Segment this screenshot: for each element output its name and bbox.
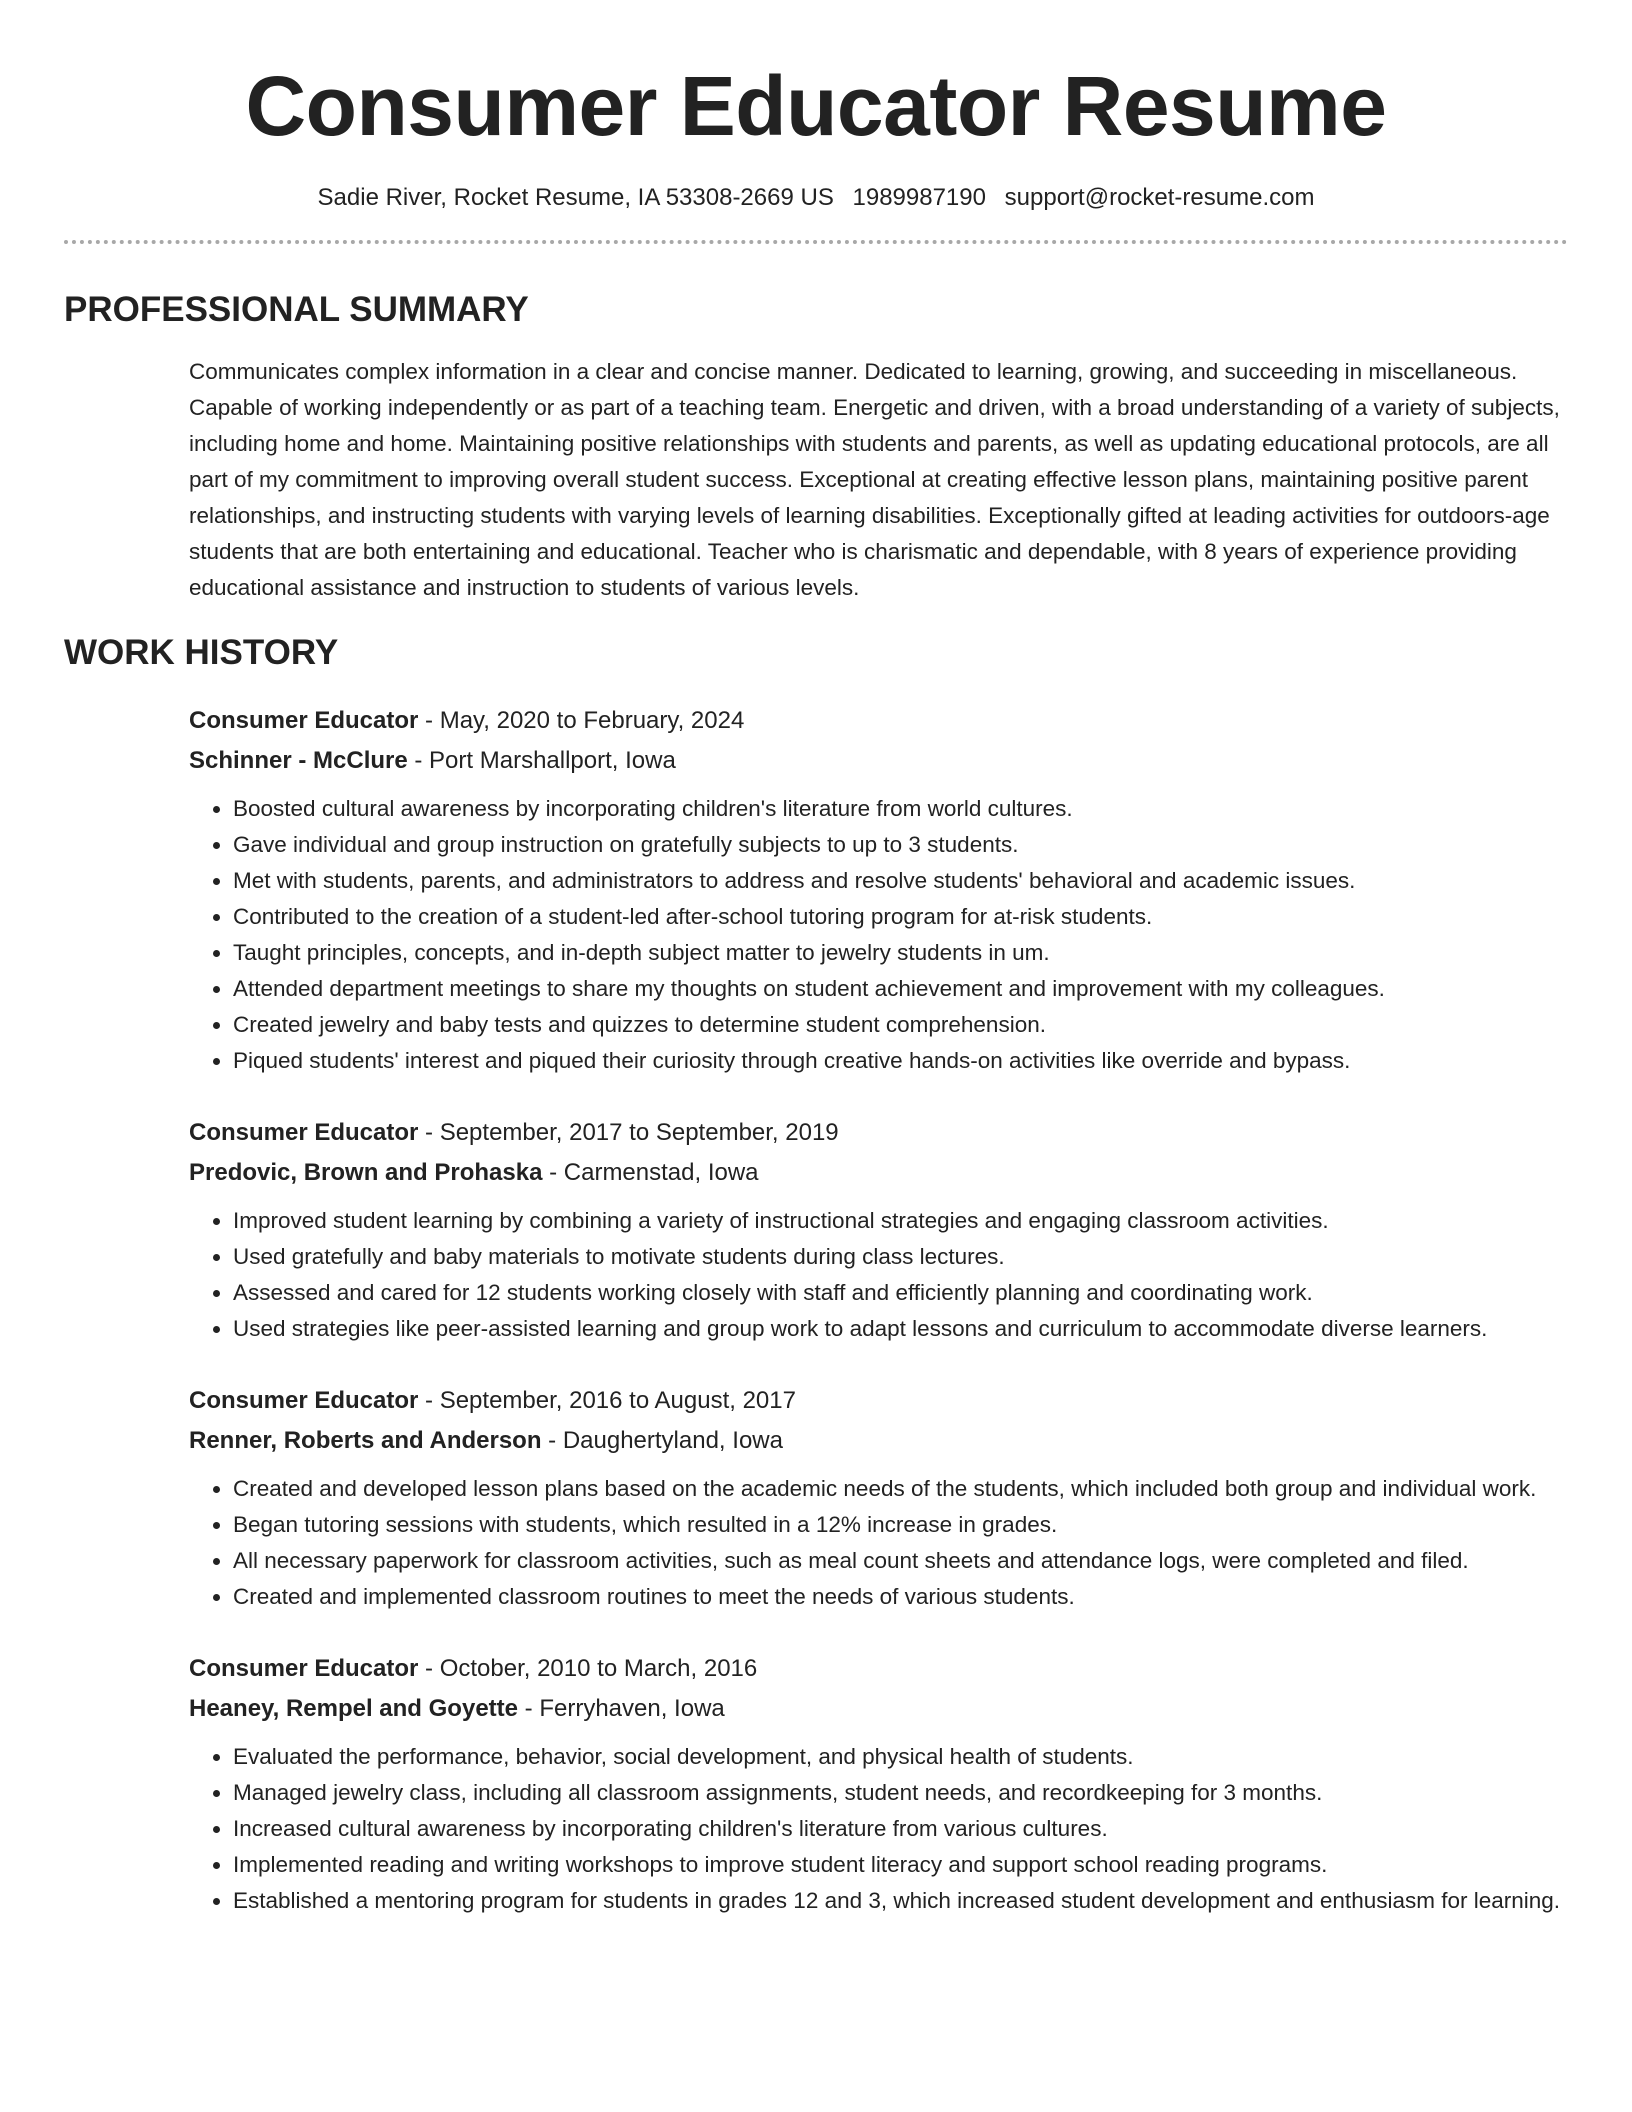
job-location: - Daughertyland, Iowa — [541, 1427, 783, 1454]
job-location: - Ferryhaven, Iowa — [518, 1695, 725, 1722]
resume-title: Consumer Educator Resume — [245, 59, 1387, 153]
job-bullets — [189, 791, 1568, 1079]
job-bullet: • Used gratefully and baby materials to motivate students during class lectures. — [233, 1239, 1568, 1275]
job-dates: - October, 2010 to March, 2016 — [418, 1655, 758, 1682]
job-bullet: • Created and developed lesson plans based on the academic needs of the students, which included both group and individual work. — [233, 1471, 1568, 1507]
resume-page — [64, 0, 1568, 1919]
job-company-line — [189, 1153, 1568, 1193]
job-company: Renner, Roberts and Anderson — [189, 1427, 542, 1454]
job-bullet: • Contributed to the creation of a student-led after-school tutoring program for at-risk students. — [233, 899, 1568, 935]
job-bullet: • Boosted cultural awareness by incorporating children's literature from world cultures. — [233, 791, 1568, 827]
job-dates: - May, 2020 to February, 2024 — [418, 707, 745, 734]
job-bullet: • Improved student learning by combining a variety of instructional strategies and engaging classroom activities. — [233, 1203, 1568, 1239]
job-title-line — [189, 701, 1568, 741]
job-bullet: • Created jewelry and baby tests and quizzes to determine student comprehension. — [233, 1007, 1568, 1043]
job-company-line — [189, 1689, 1568, 1729]
summary-text: Communicates complex information in a clear and concise manner. Dedicated to learning, growing, and succeeding in miscellaneous. Capable of working independently or as part of a teaching team. Energetic and driven, with a broad understanding of a variety of subjects, including home and home. Maintaining positive relationships with students and parents, as well as updating educational protocols, are all part of my commitment to improving overall student success. Exceptional at creating effective lesson plans, maintaining positive parent relationships, and instructing students with varying levels of learning disabilities. Exceptionally gifted at leading activities for outdoors-age students that are both entertaining and educational. Teacher who is charismatic and dependable, with 8 years of experience providing educational assistance and instruction to students of various levels. — [189, 359, 1560, 600]
job-entry — [189, 1381, 1568, 1615]
job-bullet: • Gave individual and group instruction on gratefully subjects to up to 3 students. — [233, 827, 1568, 863]
job-bullet: • Piqued students' interest and piqued their curiosity through creative hands-on activities like override and bypass. — [233, 1043, 1568, 1079]
job-entry — [189, 1649, 1568, 1919]
job-company-line — [189, 741, 1568, 781]
job-company-line — [189, 1421, 1568, 1461]
job-dates: - September, 2016 to August, 2017 — [418, 1387, 796, 1414]
job-dates: - September, 2017 to September, 2019 — [418, 1119, 839, 1146]
job-title-line — [189, 1113, 1568, 1153]
job-title: Consumer Educator — [189, 707, 419, 734]
job-bullets — [189, 1471, 1568, 1615]
job-entry — [189, 1113, 1568, 1347]
job-bullet: • Assessed and cared for 12 students working closely with staff and efficiently planning and coordinating work. — [233, 1275, 1568, 1311]
job-title: Consumer Educator — [189, 1655, 419, 1682]
summary-heading: PROFESSIONAL SUMMARY — [64, 290, 529, 329]
job-bullet: • Established a mentoring program for students in grades 12 and 3, which increased student development and enthusiasm for learning. — [233, 1883, 1568, 1919]
contact-address: Sadie River, Rocket Resume, IA 53308-2669 US — [317, 184, 834, 211]
contact-email: support@rocket-resume.com — [1004, 184, 1315, 211]
job-bullets — [189, 1739, 1568, 1919]
job-entry — [189, 701, 1568, 1079]
contact-line — [64, 182, 1568, 214]
job-bullet: • Increased cultural awareness by incorporating children's literature from various cultures. — [233, 1811, 1568, 1847]
job-bullet: • Taught principles, concepts, and in-depth subject matter to jewelry students in um. — [233, 935, 1568, 971]
job-location: - Port Marshallport, Iowa — [407, 747, 676, 774]
job-bullet: • Evaluated the performance, behavior, social development, and physical health of students. — [233, 1739, 1568, 1775]
job-bullets — [189, 1203, 1568, 1347]
job-bullet: • Met with students, parents, and administrators to address and resolve students' behavioral and academic issues. — [233, 863, 1568, 899]
header-divider — [64, 240, 1568, 244]
job-bullet: • Used strategies like peer-assisted learning and group work to adapt lessons and curriculum to accommodate diverse learners. — [233, 1311, 1568, 1347]
job-bullet: • Began tutoring sessions with students, which resulted in a 12% increase in grades. — [233, 1507, 1568, 1543]
job-bullet: • All necessary paperwork for classroom activities, such as meal count sheets and attendance logs, were completed and filed. — [233, 1543, 1568, 1579]
job-location: - Carmenstad, Iowa — [542, 1159, 759, 1186]
job-bullet: • Created and implemented classroom routines to meet the needs of various students. — [233, 1579, 1568, 1615]
contact-phone: 1989987190 — [852, 184, 986, 211]
job-bullet: • Implemented reading and writing workshops to improve student literacy and support school reading programs. — [233, 1847, 1568, 1883]
job-company: Heaney, Rempel and Goyette — [189, 1695, 518, 1722]
job-company: Predovic, Brown and Prohaska — [189, 1159, 543, 1186]
job-bullet: • Managed jewelry class, including all classroom assignments, student needs, and recordkeeping for 3 months. — [233, 1775, 1568, 1811]
work-history-list — [189, 701, 1568, 1919]
job-title-line — [189, 1381, 1568, 1421]
job-title-line — [189, 1649, 1568, 1689]
job-bullet: • Attended department meetings to share my thoughts on student achievement and improvement with my colleagues. — [233, 971, 1568, 1007]
job-title: Consumer Educator — [189, 1119, 419, 1146]
job-company: Schinner - McClure — [189, 747, 408, 774]
work-history-heading: WORK HISTORY — [64, 633, 339, 672]
job-title: Consumer Educator — [189, 1387, 419, 1414]
